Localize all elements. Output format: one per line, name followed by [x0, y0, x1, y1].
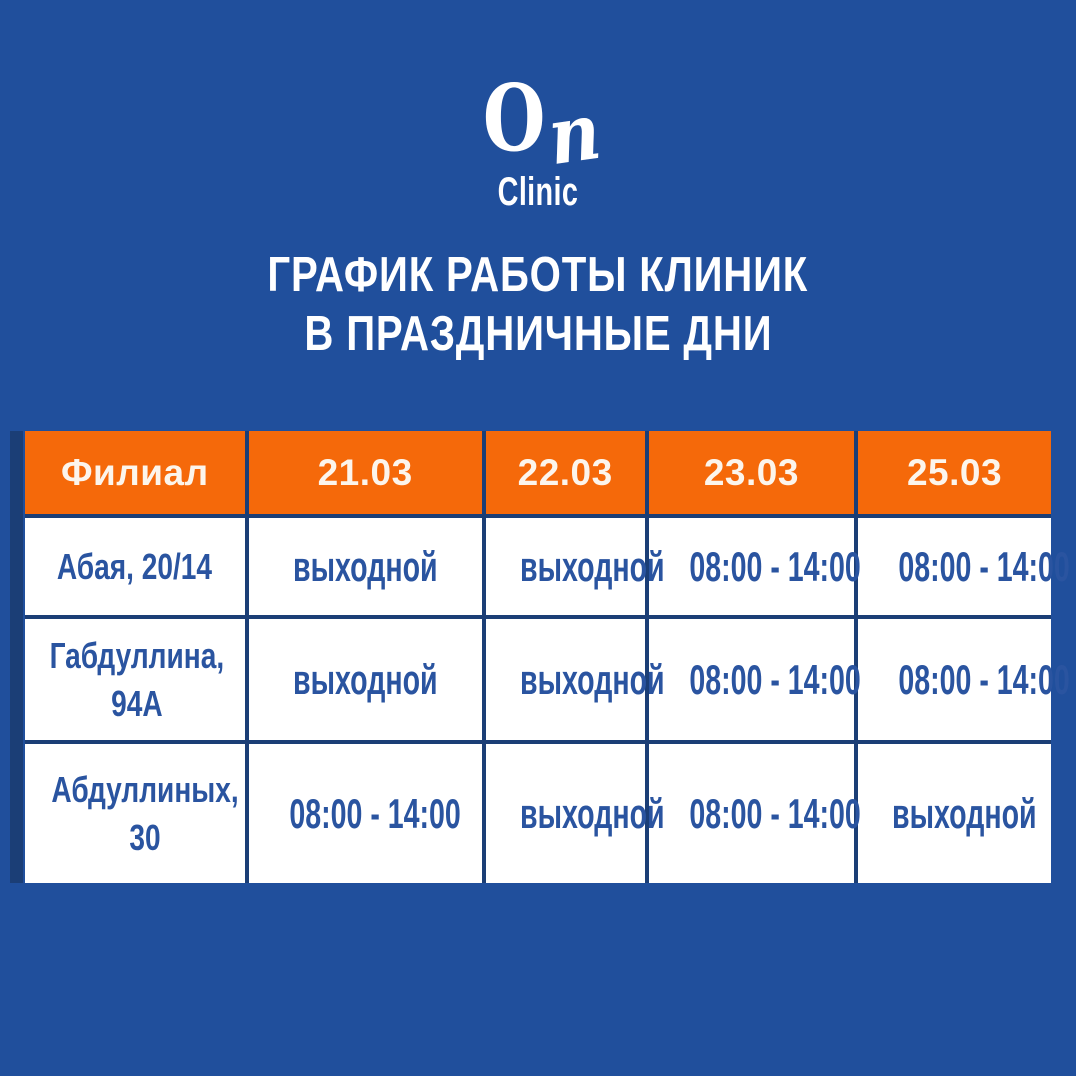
- header-date-21-03: 21.03: [247, 431, 484, 516]
- schedule-cell: выходной: [247, 516, 484, 617]
- schedule-cell: 08:00 - 14:00: [647, 617, 856, 742]
- title-line-1: ГРАФИК РАБОТЫ КЛИНИК: [267, 248, 809, 302]
- table-row: [25, 516, 1051, 617]
- schedule-cell: 08:00 - 14:00: [856, 516, 1051, 617]
- logo-clinic-text: Clinic: [497, 170, 579, 214]
- header-date-25-03: 25.03: [856, 431, 1051, 516]
- schedule-cell: выходной: [856, 742, 1051, 883]
- branch-cell: Абая, 20/14: [25, 516, 247, 617]
- header-branch: Филиал: [25, 431, 247, 516]
- onclinic-logo: [0, 62, 1076, 215]
- poster-title: [0, 246, 1076, 364]
- branch-cell: Габдуллина, 94А: [25, 617, 247, 742]
- logo-letter-o: O: [482, 64, 545, 172]
- schedule-cell: 08:00 - 14:00: [647, 742, 856, 883]
- schedule-cell: 08:00 - 14:00: [247, 742, 484, 883]
- schedule-cell: 08:00 - 14:00: [647, 516, 856, 617]
- schedule-cell: выходной: [247, 617, 484, 742]
- logo-wordmark-on: [0, 62, 1076, 184]
- logo-letter-n: n: [542, 85, 606, 184]
- header-date-23-03: 23.03: [647, 431, 856, 516]
- schedule-table: [25, 431, 1070, 883]
- schedule-cell: выходной: [484, 617, 647, 742]
- header-row: [25, 431, 1051, 516]
- header-date-22-03: 22.03: [484, 431, 647, 516]
- schedule-cell: 08:00 - 14:00: [856, 617, 1051, 742]
- schedule-cell: выходной: [484, 742, 647, 883]
- schedule-cell: выходной: [484, 516, 647, 617]
- branch-cell: Абдуллиных, 30: [25, 742, 247, 883]
- title-line-2: В ПРАЗДНИЧНЫЕ ДНИ: [303, 307, 773, 361]
- table-row: [25, 617, 1051, 742]
- schedule-table-wrap: [25, 431, 1070, 883]
- table-row: [25, 742, 1051, 883]
- logo-wordmark-clinic: [0, 170, 1076, 215]
